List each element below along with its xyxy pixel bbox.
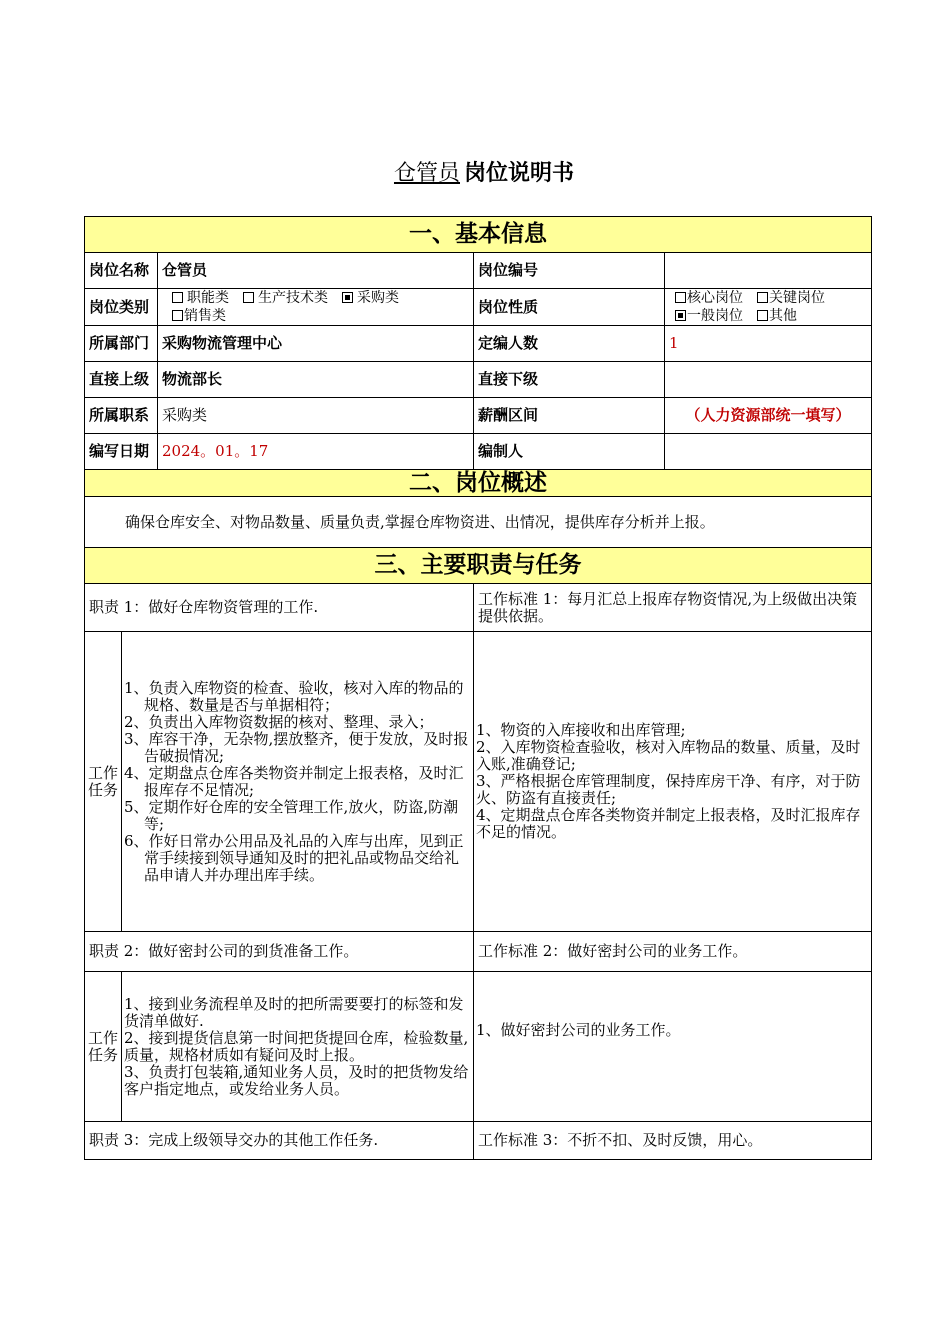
job-family-value: 采购类: [158, 398, 474, 434]
job-family-label: 所属职系: [85, 398, 158, 434]
position-name-value: 仓管员: [158, 253, 474, 289]
list-item: 1、负责入库物资的检查、验收，核对入库的物品的规格、数量是否与单据相符；: [124, 678, 464, 714]
position-code-value: [665, 253, 872, 289]
checkbox-icon: [757, 292, 768, 303]
list-item: 2、入库物资检查验收，核对入库物品的数量、质量，及时入账,准确登记;: [476, 738, 861, 773]
category-label: 岗位类别: [85, 289, 158, 326]
author-value: [665, 434, 872, 470]
list-item: 6、作好日常办公用品及礼品的入库与出库，见到正常手续接到领导通知及时的把礼品或物品交给礼品申请人并办理出库手续。: [124, 831, 464, 884]
nature-label: 岗位性质: [474, 289, 665, 326]
standard-3: 工作标准 3：不折不扣、及时反馈，用心。: [474, 1122, 872, 1160]
category-option-production[interactable]: 生产技术类: [243, 290, 328, 306]
position-name-label: 岗位名称: [85, 253, 158, 289]
category-option-sales[interactable]: 销售类: [172, 308, 226, 324]
superior-label: 直接上级: [85, 362, 158, 398]
subordinate-value: [665, 362, 872, 398]
duty-2-standard-list: [474, 972, 872, 1122]
nature-option-core[interactable]: 核心岗位: [675, 290, 743, 306]
duty-2-task-list: [122, 972, 474, 1122]
date-label: 编写日期: [85, 434, 158, 470]
list-item: 2、接到提货信息第一时间把货提回仓库，检验数量,质量，规格材质如有疑问及时上报。: [124, 1028, 469, 1064]
date-value: 2024。01。17: [158, 434, 474, 470]
category-option-functional[interactable]: 职能类: [172, 290, 229, 306]
list-item: 3、负责打包装箱,通知业务人员，及时的把货物发给客户指定地点，或发给业务人员。: [124, 1062, 469, 1098]
title-position: 仓管员: [393, 161, 460, 186]
section3-heading: 三、主要职责与任务: [85, 548, 872, 584]
checked-checkbox-icon: [342, 292, 353, 303]
standard-2: 工作标准 2：做好密封公司的业务工作。: [474, 932, 872, 972]
list-item: 4、定期盘点仓库各类物资并制定上报表格，及时汇报库存不足的情况。: [476, 806, 861, 841]
salary-value: （人力资源部统一填写）: [665, 398, 872, 434]
checkbox-icon: [243, 292, 254, 303]
position-code-label: 岗位编号: [474, 253, 665, 289]
category-options: [158, 289, 474, 326]
list-item: 5、定期作好仓库的安全管理工作,放火，防盗,防潮等;: [124, 797, 459, 833]
list-item: 1、做好密封公司的业务工作。: [476, 1021, 681, 1039]
document-title: [0, 156, 950, 187]
nature-option-key[interactable]: 关键岗位: [757, 290, 825, 306]
nature-option-general[interactable]: 一般岗位: [675, 308, 743, 324]
section1-heading: 一、基本信息: [85, 217, 872, 253]
checked-checkbox-icon: [675, 310, 686, 321]
job-description-table: [84, 216, 872, 1160]
duty-1-standard-list: [474, 632, 872, 932]
checkbox-icon: [757, 310, 768, 321]
title-suffix: 岗位说明书: [464, 161, 575, 186]
subordinate-label: 直接下级: [474, 362, 665, 398]
nature-options: [665, 289, 872, 326]
list-item: 2、负责出入库物资数据的核对、整理、录入；: [124, 712, 434, 731]
list-item: 1、物资的入库接收和出库管理;: [476, 721, 686, 739]
department-value: 采购物流管理中心: [158, 326, 474, 362]
headcount-value: 1: [665, 326, 872, 362]
salary-label: 薪酬区间: [474, 398, 665, 434]
headcount-label: 定编人数: [474, 326, 665, 362]
list-item: 3、严格根据仓库管理制度，保持库房干净、有序，对于防火、防盗有直接责任;: [476, 772, 861, 807]
position-overview: 确保仓库安全、对物品数量、质量负责,掌握仓库物资进、出情况，提供库存分析并上报。: [85, 497, 872, 548]
department-label: 所属部门: [85, 326, 158, 362]
section2-heading: 二、岗位概述: [85, 470, 872, 497]
standard-1: 工作标准 1：每月汇总上报库存物资情况,为上级做出决策提供依据。: [474, 584, 872, 632]
duty-1-task-list: [122, 632, 474, 932]
superior-value: 物流部长: [158, 362, 474, 398]
checkbox-icon: [172, 292, 183, 303]
duty-3: 职责 3：完成上级领导交办的其他工作任务.: [85, 1122, 474, 1160]
category-option-purchasing[interactable]: 采购类: [342, 290, 399, 306]
checkbox-icon: [675, 292, 686, 303]
duty-1: 职责 1：做好仓库物资管理的工作.: [85, 584, 474, 632]
nature-option-other[interactable]: 其他: [757, 308, 797, 324]
checkbox-icon: [172, 310, 183, 321]
list-item: 3、库容干净，无杂物,摆放整齐，便于发放，及时报告破损情况;: [124, 729, 469, 765]
list-item: 4、定期盘点仓库各类物资并制定上报表格，及时汇报库存不足情况;: [124, 763, 464, 799]
duty-2: 职责 2：做好密封公司的到货准备工作。: [85, 932, 474, 972]
list-item: 1、接到业务流程单及时的把所需要要打的标签和发货清单做好.: [124, 994, 464, 1030]
author-label: 编制人: [474, 434, 665, 470]
task-label-2: 工作任务: [85, 972, 122, 1122]
task-label-1: 工作任务: [85, 632, 122, 932]
